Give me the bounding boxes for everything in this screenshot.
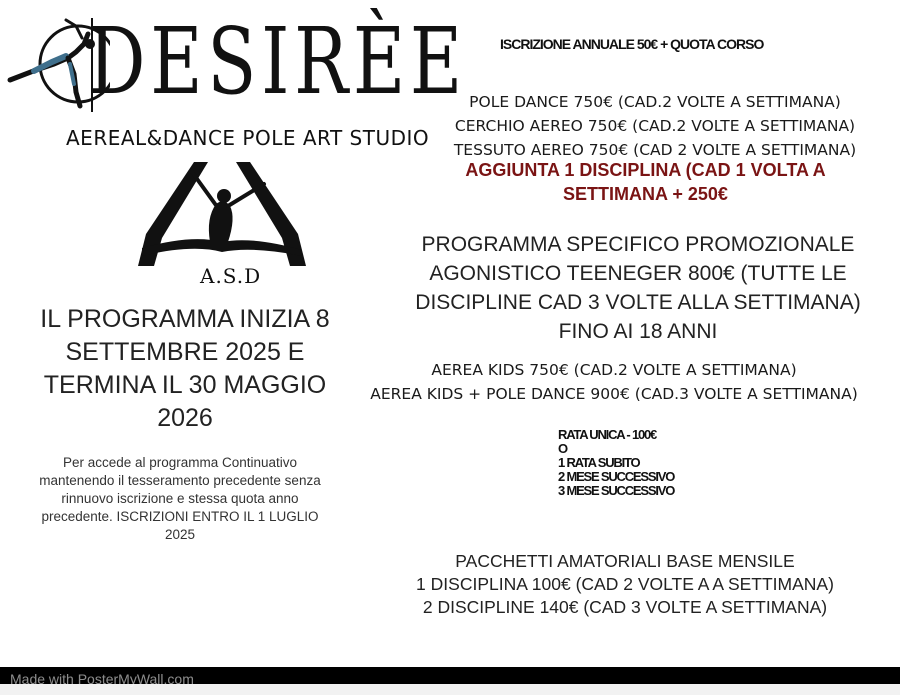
payment-line: RATA UNICA - 100€	[558, 427, 657, 442]
amatoriali-line: 1 DISCIPLINA 100€ (CAD 2 VOLTE A A SETTIMANA)	[416, 574, 834, 594]
program-dates: IL PROGRAMMA INIZIA 8 SETTEMBRE 2025 E TERMINA IL 30 MAGGIO 2026	[40, 305, 330, 432]
amatoriali-line: 2 DISCIPLINE 140€ (CAD 3 VOLTE A SETTIMANA)	[422, 597, 828, 617]
payment-line: 3 MESE SUCCESSIVO	[558, 483, 675, 498]
amatoriali-heading: PACCHETTI AMATORIALI BASE MENSILE	[455, 551, 795, 571]
kids-line: AEREA KIDS 750€ (CAD.2 VOLTE A SETTIMANA)	[431, 361, 797, 379]
pricing-line-pole-dance: POLE DANCE 750€ (CAD.2 VOLTE A SETTIMANA)	[469, 93, 841, 111]
aerial-silk-dancer-icon	[132, 158, 312, 268]
kids-pole-line: AEREA KIDS + POLE DANCE 900€ (CAD.3 VOLTE A SETTIMANA)	[370, 385, 858, 403]
payment-line: 1 RATA SUBITO	[558, 455, 640, 470]
extra-discipline-note: AGGIUNTA 1 DISCIPLINA (CAD 1 VOLTA A SETTIMANA + 250€	[465, 160, 826, 204]
pricing-line-cerchio: CERCHIO AEREO 750€ (CAD.2 VOLTE A SETTIMANA)	[454, 117, 856, 135]
pricing-list	[420, 90, 890, 162]
logo-title: DESIRÈE	[88, 8, 467, 115]
amatoriali-packages	[380, 550, 870, 619]
pricing-line-tessuto: TESSUTO AEREO 750€ (CAD 2 VOLTE A SETTIMANA)	[453, 141, 857, 159]
promo-program-text: PROGRAMMA SPECIFICO PROMOZIONALE AGONISTICO TEENEGER 800€ (TUTTE LE DISCIPLINE CAD 3 VOLTE ALLA SETTIMANA) FINO AI 18 ANNI	[415, 233, 861, 343]
access-note: Per accede al programma Continuativo mantenendo il tesseramento precedente senza rinnuovo iscrizione e stessa quota anno precedente. ISCRIZIONI ENTRO IL 1 LUGLIO 2025	[39, 455, 321, 542]
annual-fee-heading: ISCRIZIONE ANNUALE 50€ + QUOTA CORSO	[500, 36, 764, 52]
payment-options	[558, 428, 758, 498]
logo-subtitle: AEREAL&DANCE POLE ART STUDIO	[66, 126, 430, 150]
payment-line: 2 MESE SUCCESSIVO	[558, 469, 675, 484]
kids-pricing-list	[330, 358, 898, 406]
watermark-text: Made with PosterMyWall.com	[10, 671, 194, 687]
payment-line: O	[558, 441, 567, 456]
logo-asd: A.S.D	[200, 264, 262, 288]
